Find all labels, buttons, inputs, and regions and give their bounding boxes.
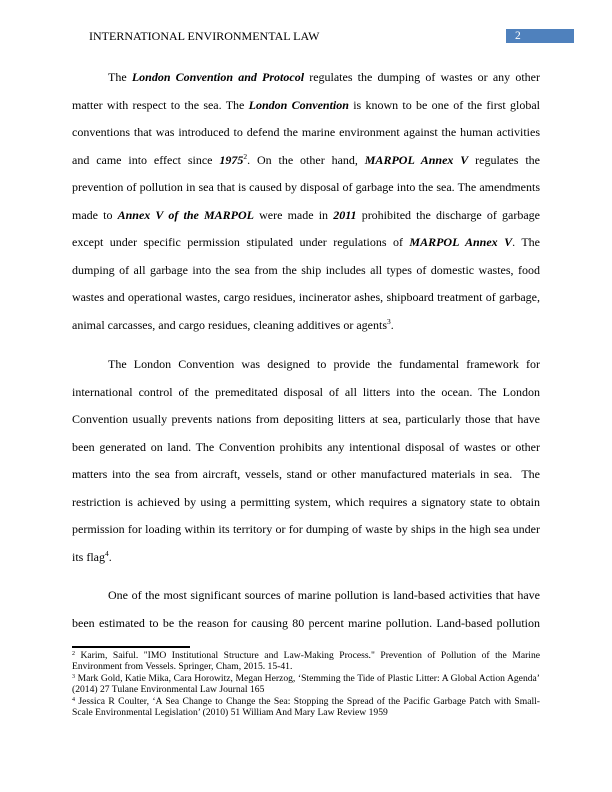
text-run: animal carcasses, and cargo residues, cleaning additives or agents <box>72 317 387 332</box>
emphasized-text: MARPOL Annex V <box>409 235 513 249</box>
text-run: One of the most significant sources of marine pollution is land-based activities that have <box>108 588 540 602</box>
text-line <box>72 119 540 147</box>
text-line <box>72 582 540 610</box>
footnote-text: Karim, Saiful. "IMO Institutional Structure and Law-Making Process." Prevention of Pollution of the Marine Environment from Vessels. Springer, Cham, 2015. 15-41. <box>72 650 540 673</box>
footnote-reference: 2 <box>243 151 248 161</box>
text-run: . The <box>512 235 540 249</box>
text-run: The London Convention was designed to provide the fundamental framework for <box>108 357 540 371</box>
text-line <box>72 351 540 379</box>
text-line <box>72 379 540 407</box>
text-line <box>72 406 540 434</box>
text-run: its flag <box>72 549 105 564</box>
text-run: wastes and operational wastes, cargo residues, incinerator ashes, shipboard treatment of garbage, <box>72 290 540 304</box>
text-line <box>72 312 540 340</box>
footnote-separator <box>72 646 190 648</box>
text-run: regulates the dumping of wastes or any other <box>304 70 540 84</box>
text-run: . On the other hand, <box>247 152 365 167</box>
running-header: INTERNATIONAL ENVIRONMENTAL LAW <box>89 29 320 43</box>
footnote-number: 2 <box>72 651 75 657</box>
text-run: matters into the sea from aircraft, vessels, stand or other manufactured materials in sea. The <box>72 467 540 481</box>
emphasized-text: 2011 <box>333 207 357 222</box>
text-run: dumping of all garbage into the sea from the ship includes all types of domestic wastes, food <box>72 262 540 277</box>
text-run: matter with respect to the sea. The <box>72 97 249 112</box>
footnote-reference: 4 <box>105 548 109 558</box>
footnote <box>72 650 540 673</box>
text-run: and came into effect since <box>72 152 220 167</box>
text-run: been generated on land. The Convention prohibits any intentional disposal of wastes or other <box>72 439 540 454</box>
text-line <box>72 544 540 572</box>
emphasized-text: London Convention <box>248 97 349 112</box>
text-run: prohibited the discharge of garbage <box>356 207 540 222</box>
text-line <box>72 461 540 489</box>
text-run: made to <box>72 207 118 222</box>
text-run: except under specific permission stipulated under regulations of <box>72 235 410 249</box>
text-run: been estimated to be the reason for causing 80 percent marine pollution. Land-based pollution <box>72 615 540 630</box>
footnote-number: 4 <box>72 697 75 704</box>
footnote-reference: 3 <box>387 316 391 326</box>
text-line <box>72 202 540 230</box>
text-run: is known to be one of the first global <box>348 97 540 112</box>
text-run: regulates the <box>468 152 540 167</box>
body-paragraph <box>72 351 540 571</box>
body-paragraph <box>72 582 540 637</box>
page-number: 2 <box>506 29 574 43</box>
footnote-text: Jessica R Coulter, ‘A Sea Change to Change the Sea: Stopping the Spread of the Pacific Garbage Patch with Small-Scale Environmental Legislation’ (2010) 51 William And Mary Law Review 1959 <box>72 696 540 719</box>
footnote-text: Mark Gold, Katie Mika, Cara Horowitz, Megan Herzog, ‘Stemming the Tide of Plastic Litter: A Global Action Agenda’ (2014) 27 Tulane Environmental Law Journal 165 <box>72 673 540 696</box>
body-paragraph <box>72 64 540 339</box>
text-run: . <box>390 317 394 332</box>
text-run: The <box>108 70 132 84</box>
footnote-number: 3 <box>72 674 75 681</box>
emphasized-text: 1975 <box>219 152 244 167</box>
footnote <box>72 696 540 719</box>
emphasized-text: MARPOL Annex V <box>364 152 469 167</box>
text-line <box>72 64 540 92</box>
text-line <box>72 174 540 202</box>
text-line <box>72 92 540 120</box>
text-run: . <box>108 549 112 564</box>
text-run: prevention of pollution in sea that is caused by disposal of garbage into the sea. The amendments <box>72 180 540 194</box>
text-line <box>72 610 540 638</box>
text-line <box>72 489 540 517</box>
text-run: conventions that was introduced to defend the marine environment against the human activities <box>72 125 540 139</box>
text-line <box>72 516 540 544</box>
text-run: permission for loading within its territory or for dumping of waste by ships in the high sea under <box>72 522 540 536</box>
text-line <box>72 257 540 285</box>
text-line <box>72 229 540 257</box>
text-run: Convention usually prevents nations from depositing litters at sea, particularly those that have <box>72 412 540 426</box>
footnote <box>72 673 540 696</box>
emphasized-text: Annex V of the MARPOL <box>117 207 254 222</box>
footnotes <box>72 650 540 719</box>
text-run: were made in <box>253 207 334 222</box>
text-line <box>72 434 540 462</box>
text-line <box>72 284 540 312</box>
emphasized-text: London Convention and Protocol <box>131 70 305 84</box>
text-run: restriction is achieved by using a permitting system, which requires a signatory state to obtain <box>72 494 540 509</box>
text-run: international control of the premeditated disposal of all litters into the ocean. The London <box>72 384 540 399</box>
text-line <box>72 147 540 175</box>
